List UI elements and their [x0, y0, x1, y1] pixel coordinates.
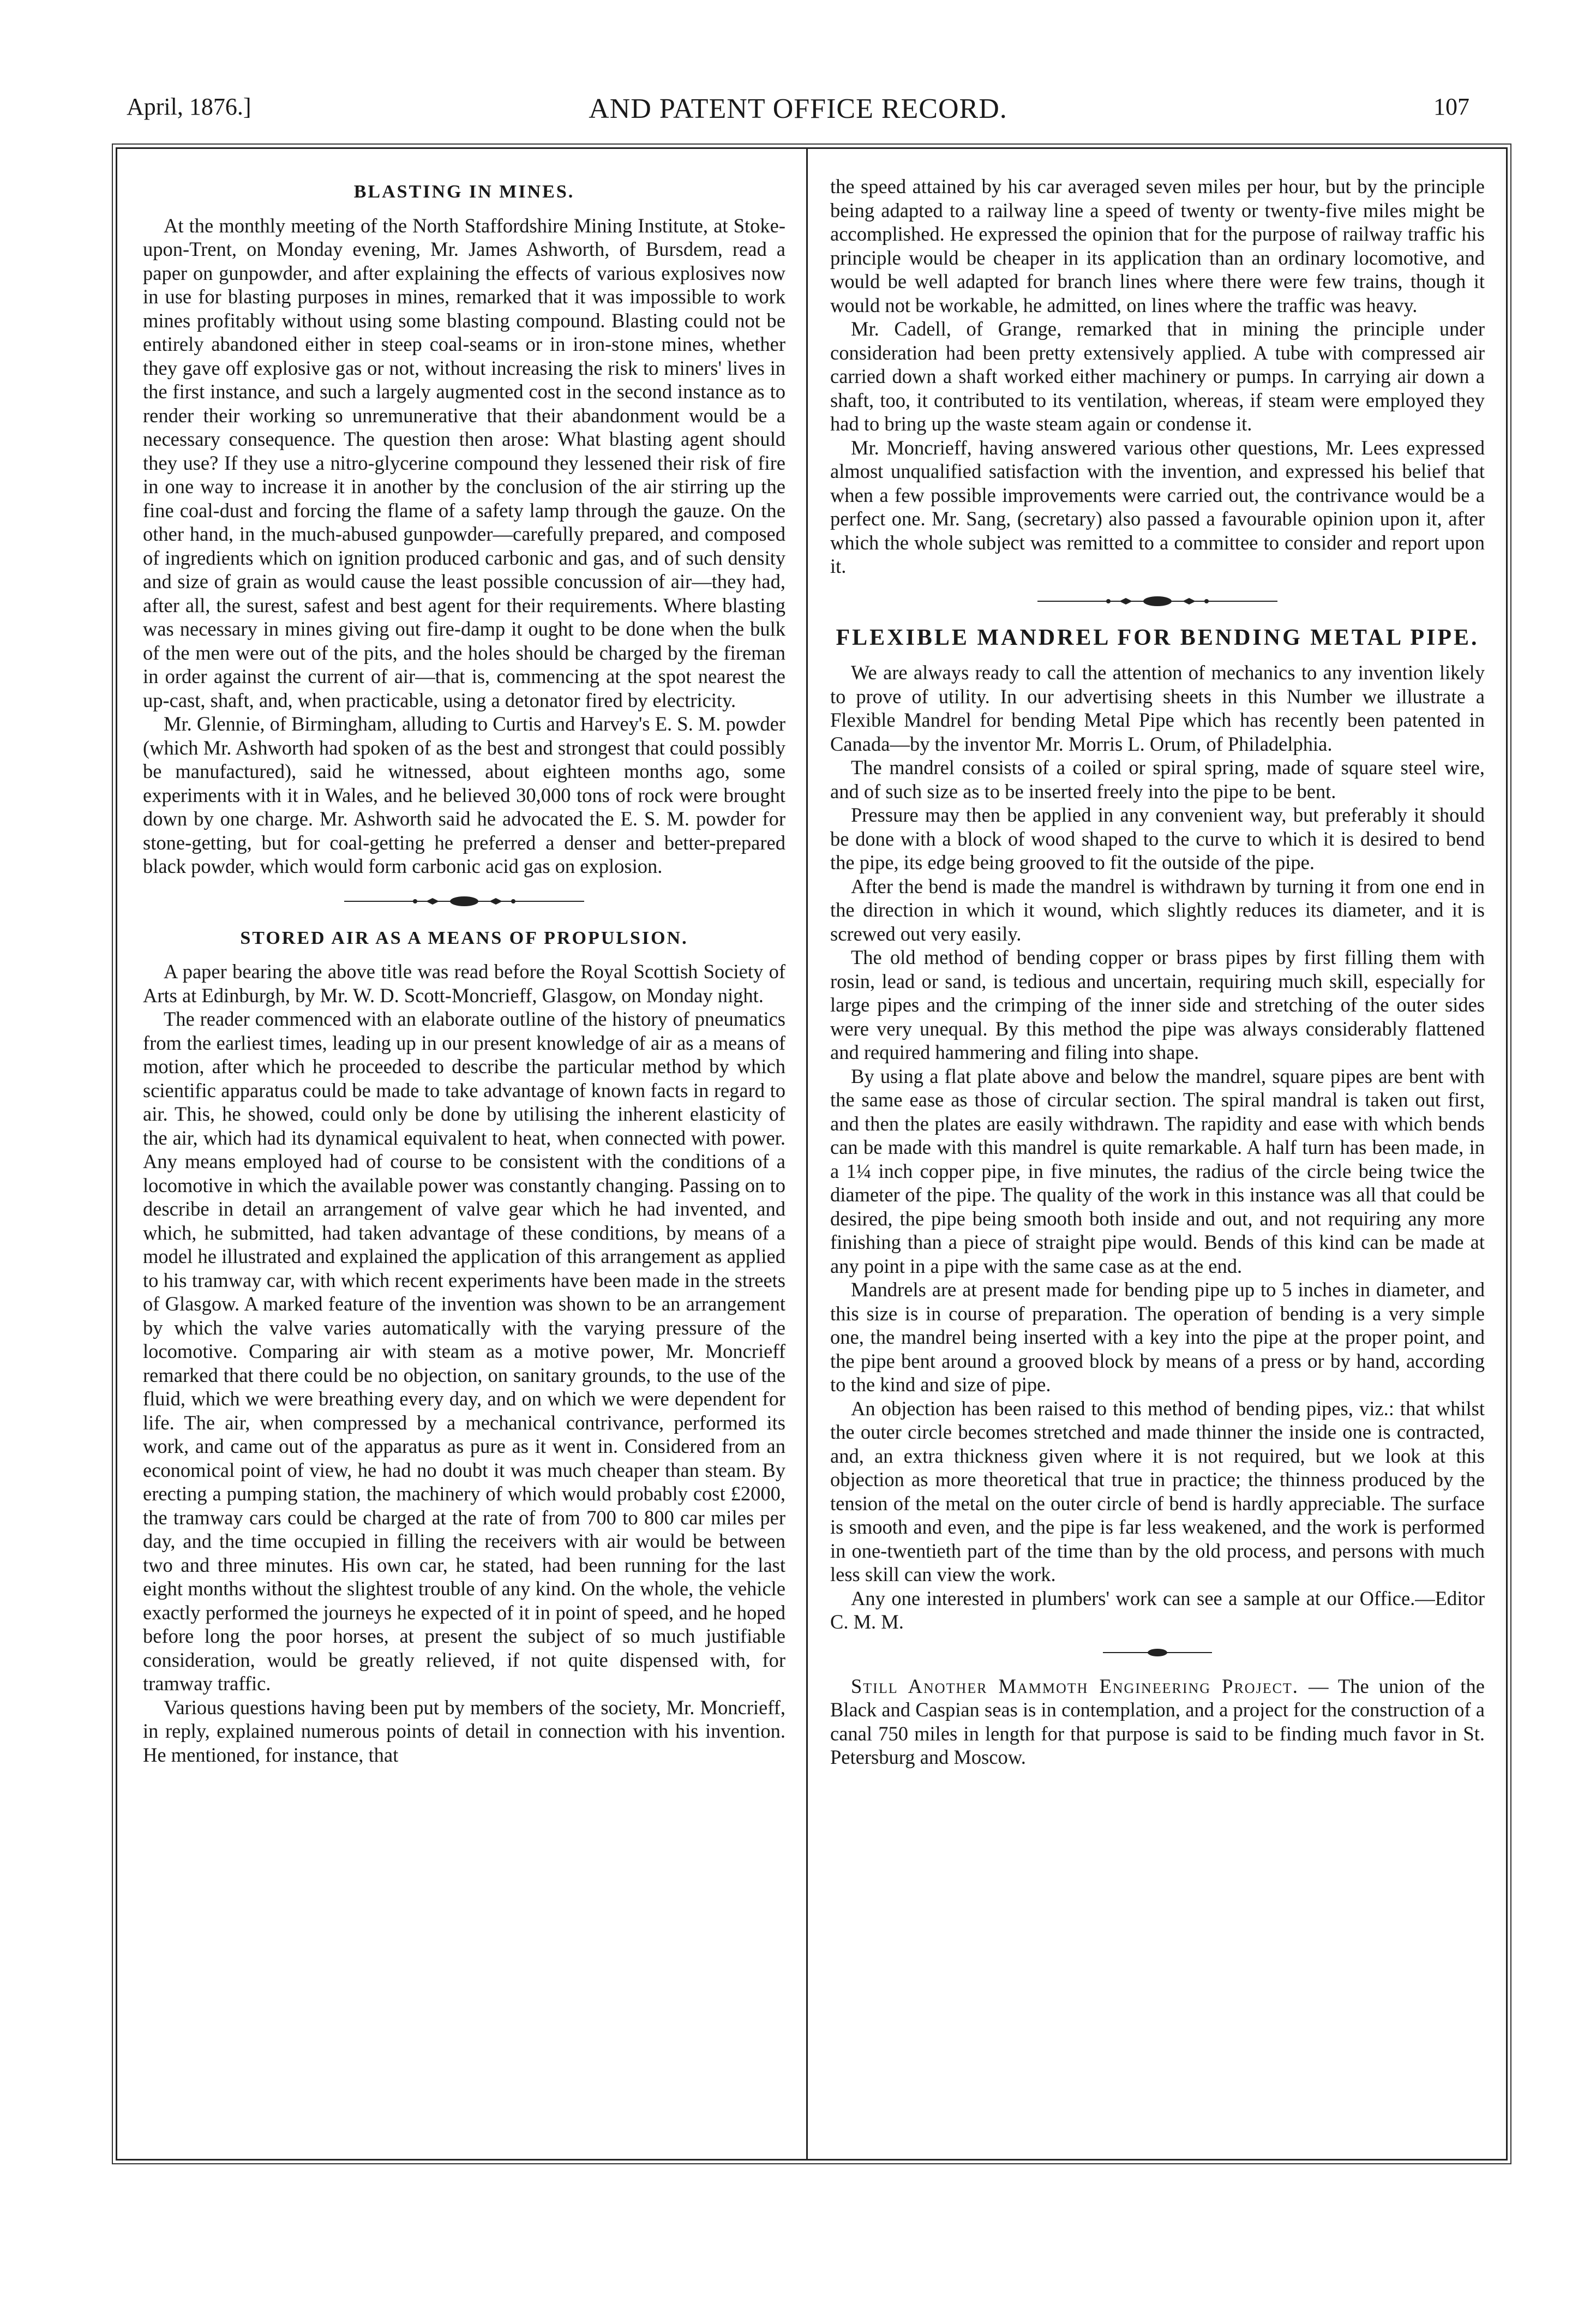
- article-title-blasting: BLASTING IN MINES.: [353, 182, 575, 202]
- paragraph: Mandrels are at present made for bending pipe up to 5 inches in diameter, and this size is in course of preparation. The operation of bending is a very simple one, the mandrel being inserted with a key into the pipe at the proper point, and the pipe bent around a grooved block by means of a press or by hand, according to the kind and size of pipe.: [830, 1278, 1485, 1396]
- paragraph-continued: the speed attained by his car averaged seven miles per hour, but by the principle being adapted to a railway line a speed of twenty or twenty-five miles might be accomplished. He expressed the opinion that for the purpose of railway traffic his principle would be cheaper in its application than an ordinary locomotive, and would be well adapted for branch lines where there were few trains, though it would not be workable, he admitted, on lines where the traffic was heavy.: [830, 175, 1485, 316]
- paragraph: An objection has been raised to this method of bending pipes, viz.: that whilst the outer circle becomes stretched and made thinner the inside one is contracted, and, an extra thickness given where it is not required, but we look at this objection as more theoretical that true in practice; the thinness produced by the tension of the metal on the outer circle of bend is hardly appreciable. The surface is smooth and even, and the pipe is far less weakened, and the work is performed in one-twentieth part of the time than by the old process, and persons with much less skill can view the work.: [830, 1397, 1485, 1585]
- paragraph: The old method of bending copper or brass pipes by first filling them with rosin, lead or sand, is tedious and uncertain, requiring much skill, especially for large pipes and the crimping of the inner side and stretching of the outer sides were very unequal. By this method the pipe was always considerably flattened and required hammering and filing into shape.: [830, 946, 1485, 1063]
- paragraph: At the monthly meeting of the North Staffordshire Mining Institute, at Stoke-upon-Trent, on Monday evening, Mr. James Ashworth, of Bursdem, read a paper on gunpowder, and after explaining the effects of various explosives now in use for blasting purposes in mines, remarked that it was impossible to work mines profitably without using some blasting compound. Blasting could not be entirely abandoned either in steep coal-seams or in iron-stone mines, whether they gave off explosive gas or not, without increasing the risk to miners' lives in the first instance, and such a largely augmented cost in the second instance as to render their working so unremunerative that their abandonment would be a necessary consequence. The question then arose: What blasting agent should they use? If they use a nitro-glycerine compound they lessened their risk of fire in one way to increase it in another by the conclusion of the air stirring up the fine coal-dust and forcing the flame of a safety lamp through the gauze. On the other hand, in the much-abused gunpowder—carefully prepared, and composed of ingredients which on ignition produced carbonic and gas, and of such density and size of grain as would cause the least possible concussion of air—they had, after all, the surest, safest and best agent for their requirements. Where blasting was necessary in mines giving out fire-damp it ought to be done when the bulk of the men were out of the pits, and the holes should be charged by the fireman in order against the current of air—that is, commencing at the spot nearest the up-cast, shaft, and, when practicable, using a detonator fired by electricity.: [143, 214, 785, 711]
- article-title-stored-air: STORED AIR AS A MEANS OF PROPULSION.: [240, 927, 688, 948]
- running-head: [127, 93, 1469, 131]
- paragraph: Various questions having been put by members of the society, Mr. Moncrieff, in reply, explained numerous points of detail in connection with his invention. He mentioned, for instance, that: [143, 1696, 785, 1766]
- page-number: 107: [1433, 93, 1469, 120]
- news-item-text: — The union of the Black and Caspian seas is in contemplation, and a project for the construction of a canal 750 miles in length for that purpose is said to be finding much favor in St. Petersburg and Moscow.: [830, 1674, 1485, 1768]
- news-item-lead: Still Another Mammoth Engineering Project.: [851, 1674, 1299, 1697]
- section-ornament-small: [1103, 1647, 1212, 1658]
- paragraph: By using a flat plate above and below the mandrel, square pipes are bent with the same ease as those of circular section. The spiral mandral is taken out first, and then the plates are easily withdrawn. The rapidity and ease with which bends can be made with this mandrel is quite remarkable. A half turn has been made, in a 1¼ inch copper pipe, in five minutes, the radius of the circle being twice the diameter of the pipe. The quality of the work in this instance was all that could be desired, the pipe being smooth both inside and out, and not requiring any more finishing than a piece of straight pipe would. Bends of this kind can be made at any point in a pipe with the same case as at the end.: [830, 1064, 1485, 1277]
- news-item-mammoth: [830, 1674, 1485, 1769]
- journal-title: AND PATENT OFFICE RECORD.: [589, 93, 1007, 124]
- paragraph: We are always ready to call the attention of mechanics to any invention likely to prove of utility. In our advertising sheets in this Number we illustrate a Flexible Mandrel for bending Metal Pipe which has recently been patented in Canada—by the inventor Mr. Morris L. Orum, of Philadelphia.: [830, 661, 1485, 755]
- paragraph: The reader commenced with an elaborate outline of the history of pneumatics from the earliest times, leading up in our present knowledge of air as a means of motion, after which he proceeded to describe the particular method by which scientific apparatus could be made to take advantage of known facts in regard to air. This, he showed, could only be done by utilising the inherent elasticity of the air, which had its dynamical equivalent to heat, when connected with power. Any means employed had of course to be consistent with the conditions of a locomotive in which the available power was constantly changing. Passing on to describe in detail an arrangement of valve gear which he had invented, and which, he submitted, had taken advantage of these conditions, by means of a model he illustrated and explained the application of this arrangement as applied to his tramway car, with which recent experiments have been made in the streets of Glasgow. A marked feature of the invention was shown to be an arrangement by which the valve varies automatically with the varying pressure of the locomotive. Comparing air with steam as a motive power, Mr. Moncrieff remarked that there could be no objection, on sanitary grounds, to the use of the fluid, which we were breathing every day, and on which we were dependent for life. The air, when compressed by a mechanical contrivance, performed its work, and came out of the apparatus as pure as it went in. Considered from an economical point of view, he had no doubt it was much cheaper than steam. By erecting a pumping station, the machinery of which would probably cost £2000, the tramway cars could be charged at the rate of from 700 to 800 car miles per day, and the time occupied in filling the receivers with air would be between two and three minutes. His own car, he stated, had been running for the last eight months without the slightest trouble of any kind. On the whole, the vehicle exactly performed the journeys he expected of it in point of speed, and he hoped before long the poor horses, at present the subject of so much justifiable consideration, would be greatly relieved, if not quite dispensed with, for tramway traffic.: [143, 1008, 785, 1695]
- column-divider: [806, 147, 808, 2161]
- paragraph: After the bend is made the mandrel is withdrawn by turning it from one end in the direction in which it wound, which slightly reduces its diameter, and it is screwed out very easily.: [830, 875, 1485, 945]
- paragraph: Any one interested in plumbers' work can see a sample at our Office.—Editor C. M. M.: [830, 1587, 1485, 1633]
- issue-date: April, 1876.]: [127, 93, 251, 120]
- paragraph: Pressure may then be applied in any convenient way, but preferably it should be done with a block of wood shaped to the curve to which it is desired to bend the pipe, its edge being grooved to fit the outside of the pipe.: [830, 804, 1485, 873]
- left-column: [143, 175, 785, 1767]
- section-ornament: [344, 895, 584, 908]
- paragraph: Mr. Moncrieff, having answered various other questions, Mr. Lees expressed almost unqualified satisfaction with the invention, and expressed his belief that when a few possible improvements were carried out, the contrivance would be a perfect one. Mr. Sang, (secretary) also passed a favourable opinion upon it, after which the whole subject was remitted to a committee to consider and report upon it.: [830, 436, 1485, 577]
- paragraph: A paper bearing the above title was read before the Royal Scottish Society of Arts at Edinburgh, by Mr. W. D. Scott-Moncrieff, Glasgow, on Monday night.: [143, 960, 785, 1007]
- article-title-mandrel: FLEXIBLE MANDREL FOR BENDING METAL PIPE.: [836, 625, 1479, 650]
- paragraph: Mr. Cadell, of Grange, remarked that in mining the principle under consideration had been pretty extensively applied. A tube with compressed air carried down a shaft worked either machinery or pumps. In carrying air down a shaft, too, it contributed to its ventilation, whereas, if steam were employed they had to bring up the waste steam again or condense it.: [830, 318, 1485, 435]
- right-column: [830, 175, 1485, 1769]
- paragraph: The mandrel consists of a coiled or spiral spring, made of square steel wire, and of such size as to be inserted freely into the pipe to be bent.: [830, 756, 1485, 803]
- section-ornament: [1037, 595, 1277, 608]
- paragraph: Mr. Glennie, of Birmingham, alluding to Curtis and Harvey's E. S. M. powder (which Mr. Ashworth had spoken of as the best and strongest that could possibly be manufactured), said he witnessed, about eighteen months ago, some experiments with it in Wales, and he believed 30,000 tons of rock were brought down by one charge. Mr. Ashworth said he advocated the E. S. M. powder for stone-getting, but for coal-getting he preferred a denser and better-prepared black powder, which would form carbonic acid gas on explosion.: [143, 713, 785, 877]
